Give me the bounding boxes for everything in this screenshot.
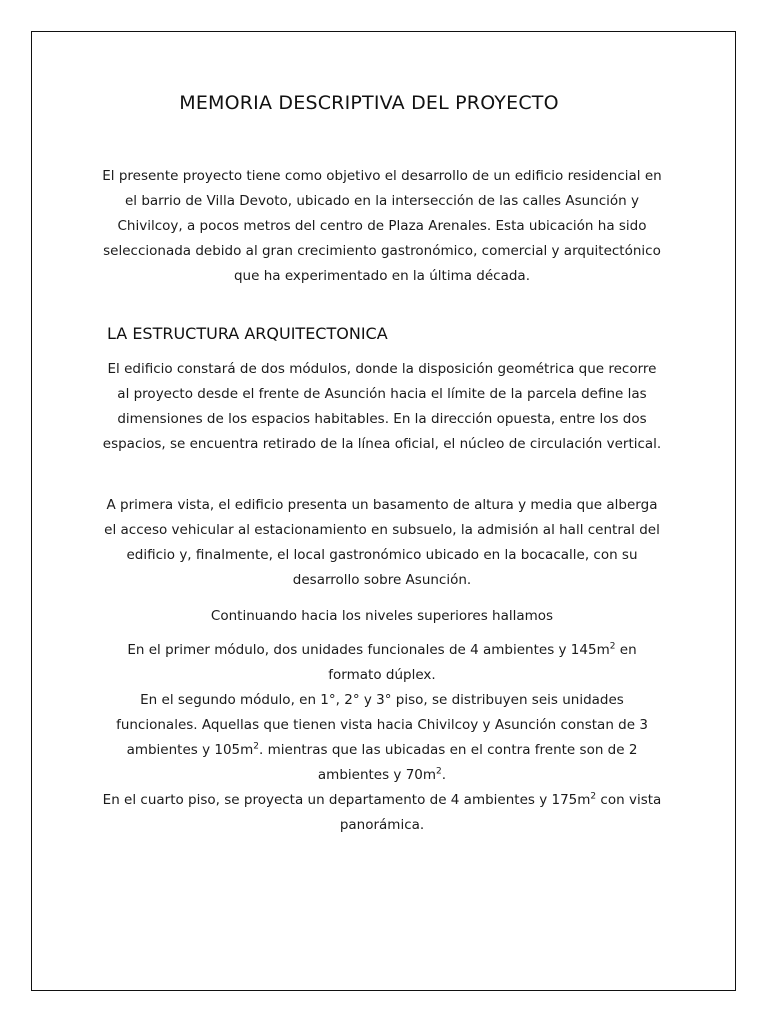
page-title: MEMORIA DESCRIPTIVA DEL PROYECTO [179,92,559,114]
superscript: 2 [590,791,597,802]
structure-paragraph-3: Continuando hacia los niveles superiores hallamos [210,608,554,624]
intro-paragraph: El presente proyecto tiene como objetivo el desarrollo de un edificio residencial en el barrio de Villa Devoto, ubicado en la intersección de las calles Asunción y Chivilcoy, a pocos metros del centro de Plaza Arenales. Esta ubicación ha sido seleccionada debido al gran crecimiento gastronómico, comercial y arquitectónico que ha experimentado en la última década. [102,168,662,284]
units-second-module: En el segundo módulo, en 1°, 2° y 3° piso, se distribuyen seis unidades funcionales. Aquellas que tienen vista hacia Chivilcoy y Asunción constan de 3 ambientes y $105m^2$. mientras que las ubicadas en el contra frente son de 2 ambientes y $70m^2$. [116,692,648,783]
units-description [102,638,662,838]
units-fourth-floor: En el cuarto piso, se proyecta un departamento de 4 ambientes y $175m^2$ con vista panorámica. [102,791,662,833]
superscript: 2 [609,641,616,652]
superscript: 2 [436,766,442,777]
structure-paragraph-2: A primera vista, el edificio presenta un basamento de altura y media que alberga el acceso vehicular al estacionamiento en subsuelo, la admisión al hall central del edificio y, finalmente, el local gastronómico ubicado en la bocacalle, con su desarrollo sobre Asunción. [104,497,660,588]
superscript: 2 [253,741,260,752]
section-heading: LA ESTRUCTURA ARQUITECTONICA [107,324,388,343]
units-first-module: En el primer módulo, dos unidades funcionales de 4 ambientes y $145m^2$ en formato dúplex. [127,641,637,683]
document-page [31,31,736,991]
structure-paragraph-1: El edificio constará de dos módulos, donde la disposición geométrica que recorre al proyecto desde el frente de Asunción hacia el límite de la parcela define las dimensiones de los espacios habitables. En la dirección opuesta, entre los dos espacios, se encuentra retirado de la línea oficial, el núcleo de circulación vertical. [102,361,662,452]
